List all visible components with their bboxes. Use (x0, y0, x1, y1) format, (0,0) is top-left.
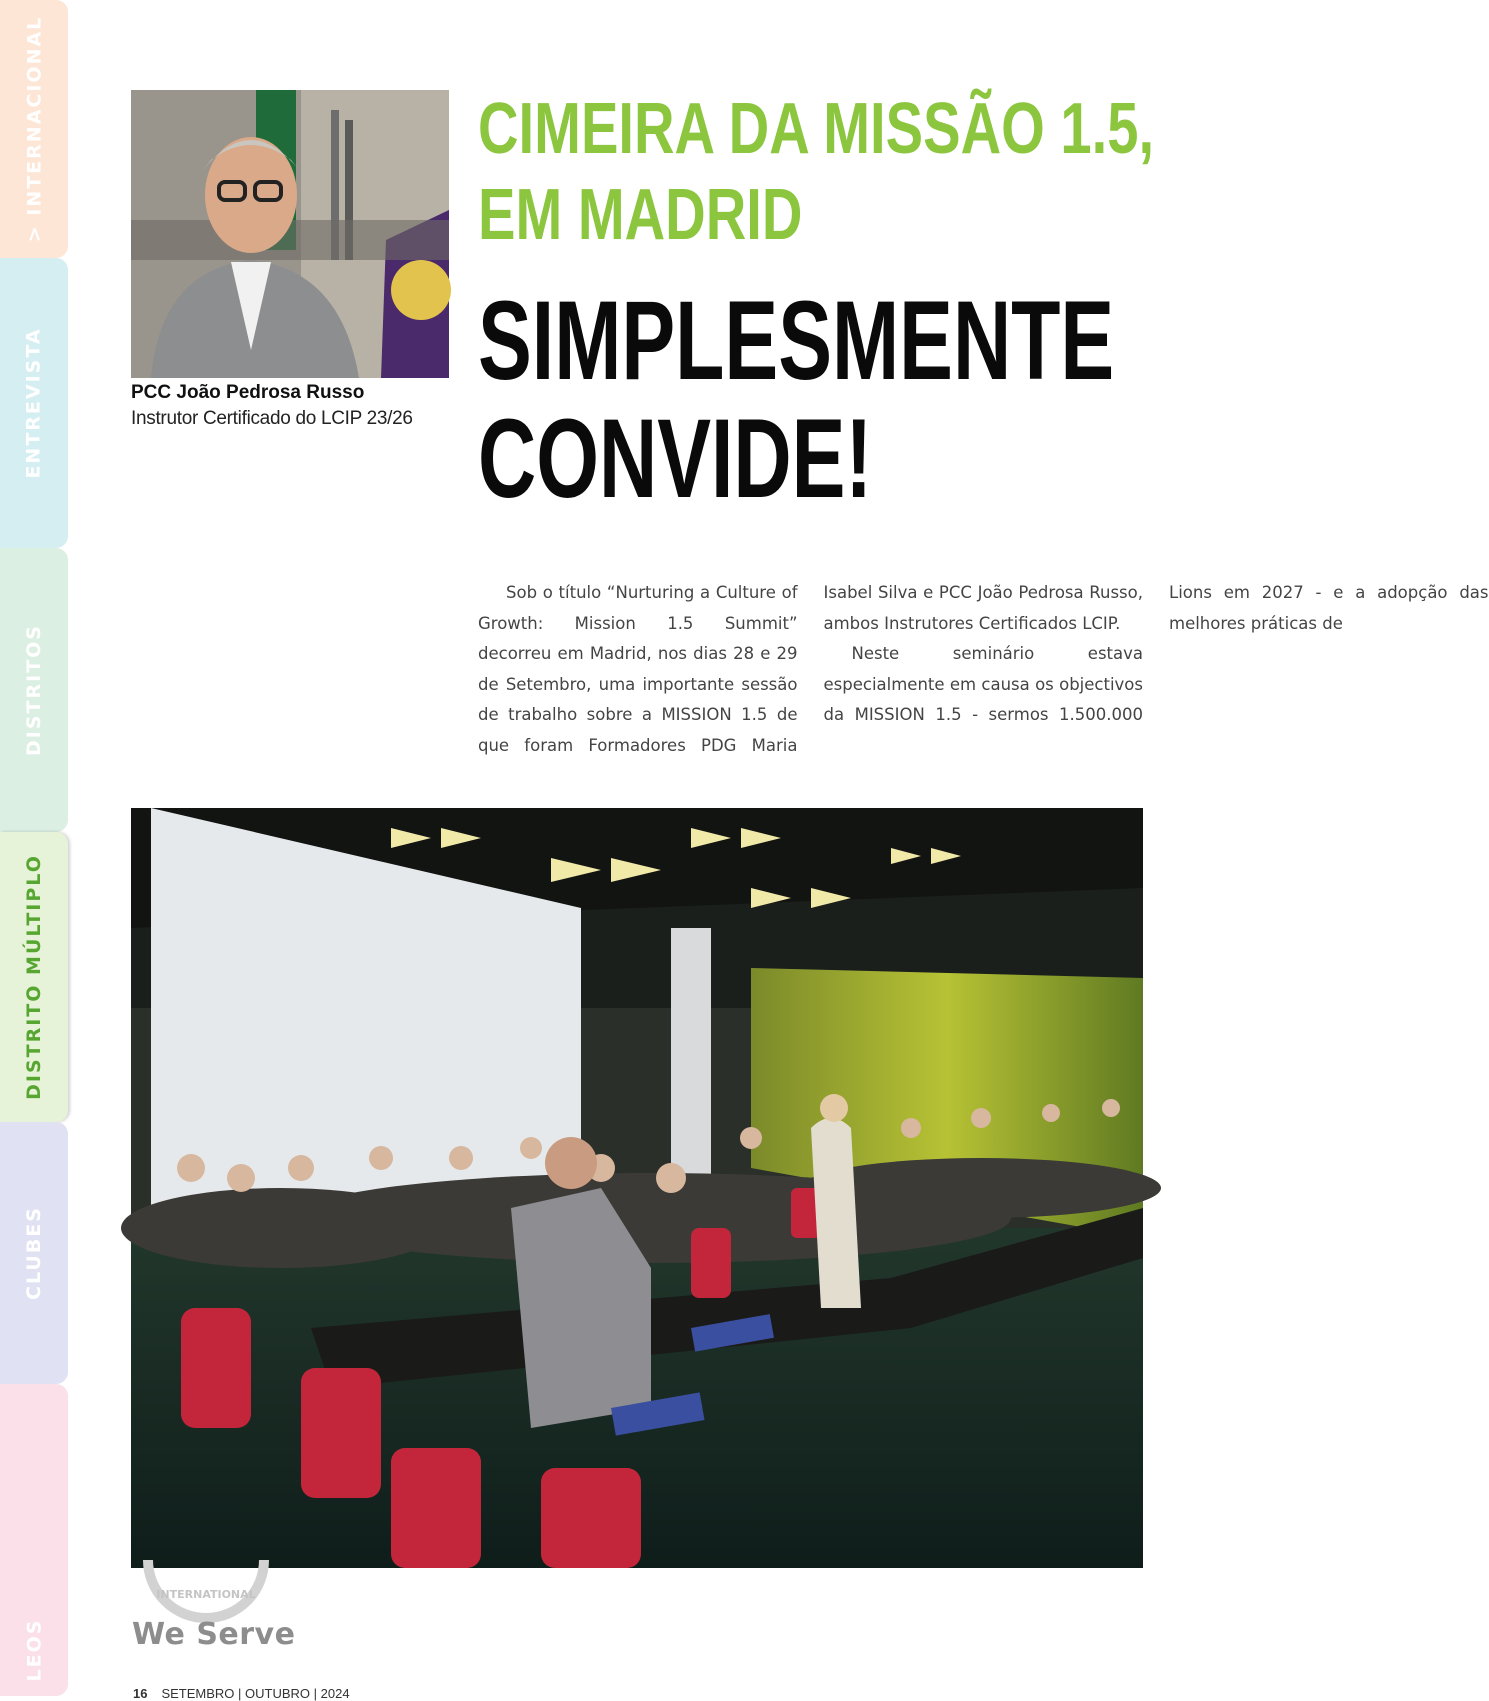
headline-line-1: SIMPLESMENTE (478, 278, 1115, 403)
tab-label: DISTRITOS (23, 624, 46, 756)
summit-photo-image (131, 808, 1143, 1568)
tab-leos[interactable] (0, 1384, 68, 1696)
article-body (478, 578, 1489, 764)
article-kicker (478, 86, 1164, 258)
section-tabs (0, 0, 70, 1696)
author-caption (131, 380, 451, 432)
lions-seal-icon (146, 1560, 266, 1620)
headline-line-2: CONVIDE! (478, 396, 873, 521)
summit-photo (131, 808, 1143, 1568)
page-footer (133, 1686, 350, 1701)
article-paragraph: Sob o título “Nurturing a Culture of Growth: Mission 1.5 Summit” decorreu em Madrid, nos dias 28 e 29 de Setembro, uma importante sessão de trabalho sobre a MISSION 1.5 de que foram Formadores PDG Maria Isabel Silva e PCC João Pedrosa Russo, ambos Instrutores Certificados LCIP. (478, 583, 1143, 755)
author-portrait-image (131, 90, 449, 378)
tab-label: > INTERNACIONAL (23, 15, 45, 243)
brand-we-serve: We Serve (132, 1617, 296, 1652)
tab-clubes[interactable] (0, 1122, 68, 1384)
kicker-line-1: CIMEIRA DA MISSÃO 1.5, (478, 89, 1155, 169)
page-number: 16 (133, 1686, 148, 1701)
tab-label: DISTRITO MÚLTIPLO (23, 854, 45, 1100)
tab-entrevista[interactable] (0, 258, 68, 548)
author-name: PCC João Pedrosa Russo (131, 382, 365, 403)
tab-internacional[interactable] (0, 0, 68, 258)
article-paragraph: Neste seminário estava especialmente em causa os objectivos da MISSION 1.5 - sermos 1.500.000 Lions em 2027 - e a adopção das melhores práticas de (823, 583, 1489, 724)
tab-distritos[interactable] (0, 548, 68, 832)
article-headline (478, 278, 1126, 521)
tab-distrito-multiplo[interactable] (0, 832, 68, 1122)
kicker-line-2: EM MADRID (478, 175, 803, 255)
tab-label: LEOS (22, 1618, 45, 1682)
author-role: Instrutor Certificado do LCIP 23/26 (131, 408, 413, 429)
seal-text: INTERNATIONAL (156, 1588, 256, 1601)
tab-label: CLUBES (23, 1206, 46, 1300)
issue-date: SETEMBRO | OUTUBRO | 2024 (161, 1686, 350, 1701)
author-portrait (131, 90, 449, 378)
lions-seal (146, 1560, 266, 1625)
tab-label: ENTREVISTA (23, 327, 46, 479)
